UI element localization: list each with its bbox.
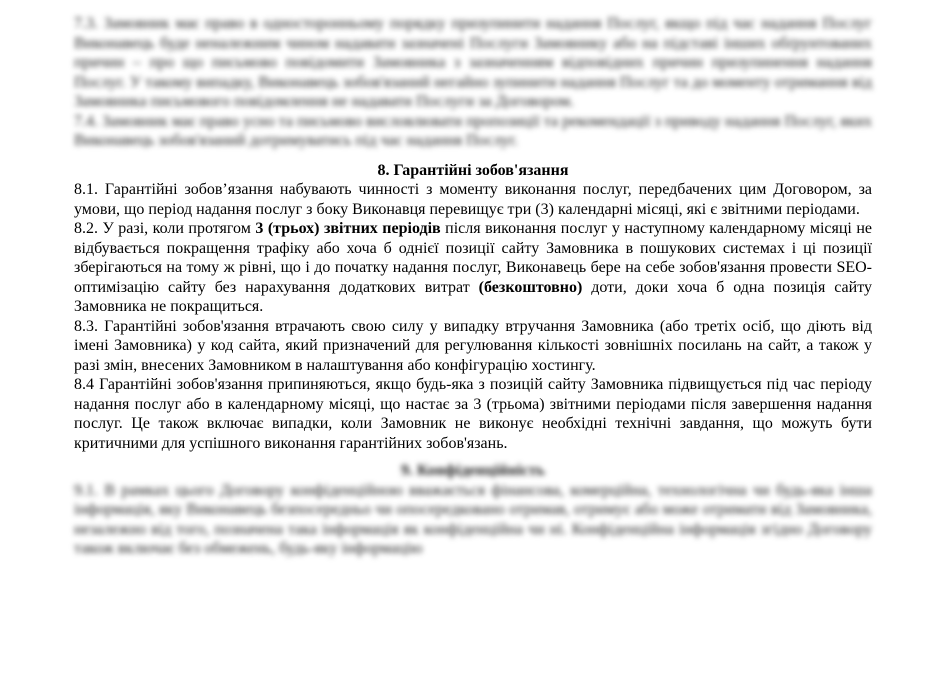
paragraph-8-2-part3: доти, доки хоча б одна позиція сайту Замовника не покращиться.	[74, 278, 873, 315]
section-8-heading: 8. Гарантійні зобов'язання	[377, 161, 569, 179]
section-9	[74, 461, 872, 559]
paragraph-9-1: 9.1. В рамках цього Договору конфіденційною вважається фінансова, комерційна, технологічна чи будь-яка інша інформація, яку Виконавець безпосередньо чи опосередковано отримав, отримує або може отримати від Замовника, незалежно від того, позначена така інформація як конфіденційна чи ні. Конфіденційна інформація згідно Договору також включає без обмежень, будь-яку інформацію	[74, 481, 872, 557]
paragraph-7-3: 7.3. Замовник має право в односторонньому порядку призупинити надання Послуг, якщо під час надання Послуг Виконавець буде неналежним чином надавати зазначені Послуги Замовнику або на підставі інших обґрунтованих причин – про що письмово повідомити Замовника з зазначенням відповідних причин призупинення надання Послуг. У такому випадку, Виконавець зобов'язаний негайно зупинити надання Послуг та до моменту отримання від Замовника письмового повідомлення не надавати Послуги за Договором.	[74, 15, 872, 110]
paragraph-8-2-bold1: 3 (трьох) звітних періодів	[255, 220, 441, 237]
section-9-heading: 9. Конфіденційність	[401, 462, 545, 479]
paragraph-8-2-part2: після виконання послуг у наступному календарному місяці не відбувається покращення трафіку або хоча б однієї позиції сайту Замовника в пошукових системах і ці позиції зберігаються на тому ж рівні, що і до початку надання послуг, Виконавець бере на себе зобов'язання провести SEO-оптимізацію сайту без нарахування додаткових витрат	[74, 220, 872, 296]
section-8	[74, 161, 872, 454]
section-7-tail	[74, 14, 872, 151]
document-content	[74, 14, 872, 559]
paragraph-8-2-bold2: (безкоштовно)	[478, 278, 583, 296]
paragraph-7-4: 7.4. Замовник має право усно та письмово висловлювати пропозиції та рекомендації з приводу надання Послуг, яких Виконавець зобов'язаний дотримуватись під час надання Послуг.	[74, 112, 872, 149]
paragraph-8-2-part1: 8.2. У разі, коли протягом	[74, 220, 256, 237]
paragraph-8-1: 8.1. Гарантійні зобов’язання набувають чинності з моменту виконання послуг, передбачених цим Договором, за умови, що період надання послуг з боку Виконавця перевищує три (3) календарні місяці, які є звітними періодами.	[74, 181, 872, 218]
paragraph-8-4: 8.4 Гарантійні зобов'язання припиняються, якщо будь-яка з позицій сайту Замовника підвищується під час періоду надання послуг або в календарному місяці, що настає за 3 (трьома) звітними періодами після завершення надання послуг. Це також включає випадки, коли Замовник не виконує необхідні технічні завдання, що можуть бути критичними для успішного виконання гарантійних зобов'язань.	[74, 376, 872, 452]
paragraph-8-2	[74, 219, 872, 317]
paragraph-8-3: 8.3. Гарантійні зобов'язання втрачають свою силу у випадку втручання Замовника (або третіх осіб, що діють від імені Замовника) у код сайта, який призначений для регулювання кількості зовнішніх посилань на сайт, а також у разі змін, внесених Замовником в налаштування або конфігурацію хостингу.	[74, 317, 872, 374]
